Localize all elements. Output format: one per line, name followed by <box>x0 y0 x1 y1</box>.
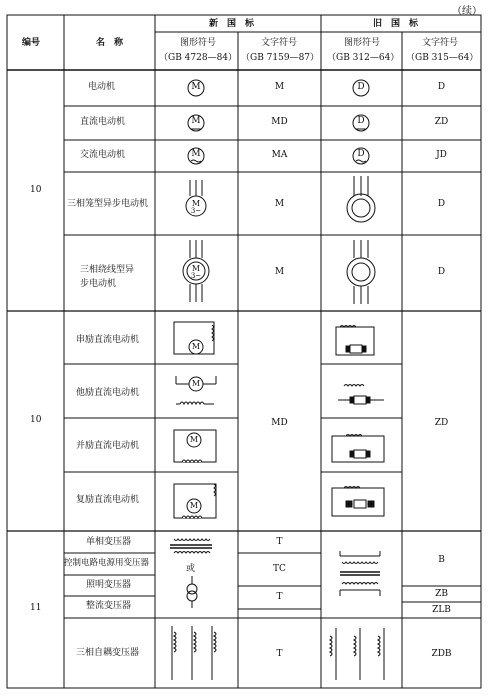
dc-group-old-text: ZD <box>434 418 449 428</box>
row-name-compound-dc: 复励直流电动机 <box>76 495 140 505</box>
group-number-1: 10 <box>30 185 42 195</box>
header-text-old: 文字符号 <box>422 38 459 48</box>
row-name-single-phase-tx: 单相变压器 <box>86 537 132 547</box>
group-number-3: 11 <box>30 603 42 613</box>
row-name-ac-motor: 交流电动机 <box>80 150 126 160</box>
header-graphic-old: 图形符号 <box>344 38 381 48</box>
glyph-old-1: D <box>357 82 365 92</box>
row-name-series-dc: 串励直流电动机 <box>76 335 140 345</box>
text-new-3: MA <box>271 150 288 160</box>
text-tx-old-ZDB: ZDB <box>431 649 452 659</box>
text-new-1: M <box>274 82 285 92</box>
text-old-3: JD <box>436 150 447 160</box>
header-new-standard: 新 国 标 <box>209 19 255 29</box>
row-name-motor: 电动机 <box>88 82 116 92</box>
header-number: 编号 <box>22 38 41 48</box>
text-tx-TC: TC <box>273 564 286 574</box>
glyph-new-5-sub: 3~ <box>190 272 202 280</box>
header-gb-graphic-new: （GB 4728—84） <box>159 53 238 63</box>
text-old-2: ZD <box>434 117 449 127</box>
glyph-new-2: M <box>191 116 201 126</box>
row-name-separately-dc: 他励直流电动机 <box>76 388 140 398</box>
glyph-old-3: D <box>357 149 365 159</box>
or-label: 或 <box>186 564 196 574</box>
header-gb-graphic-old: （GB 312—64） <box>327 53 400 63</box>
dc-group-new-text: MD <box>271 418 288 428</box>
glyph-old-2: D <box>357 116 365 126</box>
header-graphic-new: 图形符号 <box>180 38 217 48</box>
text-old-5: D <box>437 267 446 277</box>
header-gb-text-new: （GB 7159—87） <box>241 53 320 63</box>
text-new-4: M <box>274 199 285 209</box>
continued-label: （续） <box>452 6 482 17</box>
text-new-2: MD <box>271 117 288 127</box>
row-name-three-phase-auto: 三相自耦变压器 <box>76 648 140 658</box>
glyph-new-5: M <box>191 264 201 273</box>
row-name-squirrel: 三相笼型异步电动机 <box>67 199 149 209</box>
text-tx-T2: T <box>276 592 283 602</box>
glyph-new-4-sub: 3~ <box>190 207 202 215</box>
text-tx-T3: T <box>276 649 283 659</box>
glyph-dc-4: M <box>189 501 199 510</box>
row-name-control-tx: 控制电路电源用变压器 <box>64 558 150 568</box>
text-old-1: D <box>437 82 446 92</box>
header-gb-text-old: （GB 315—64） <box>406 53 479 63</box>
text-tx-old-ZB: ZB <box>435 589 448 599</box>
text-old-4: D <box>437 199 446 209</box>
header-text-new: 文字符号 <box>261 38 298 48</box>
group-number-2: 10 <box>30 415 42 425</box>
row-name-lighting-tx: 照明变压器 <box>86 580 132 590</box>
glyph-new-4: M <box>191 199 201 208</box>
text-tx-old-B: B <box>438 555 445 565</box>
header-old-standard: 旧 国 标 <box>373 19 419 29</box>
glyph-new-1: M <box>191 82 201 92</box>
glyph-new-3: M <box>191 149 201 159</box>
row-name-wound-1: 三相绕线型异 <box>80 265 135 275</box>
text-new-5: M <box>274 267 285 277</box>
glyph-dc-1: M <box>191 342 201 351</box>
row-name-shunt-dc: 并励直流电动机 <box>76 441 140 451</box>
text-tx-old-ZLB: ZLB <box>432 605 451 615</box>
header-name: 名 称 <box>96 38 124 48</box>
row-name-dc-motor: 直流电动机 <box>80 117 126 127</box>
text-tx-T1: T <box>276 537 283 547</box>
glyph-dc-3: M <box>189 435 199 444</box>
row-name-rectifier-tx: 整流变压器 <box>86 601 132 611</box>
glyph-dc-2: M <box>191 379 201 388</box>
row-name-wound-2: 步电动机 <box>80 279 117 289</box>
